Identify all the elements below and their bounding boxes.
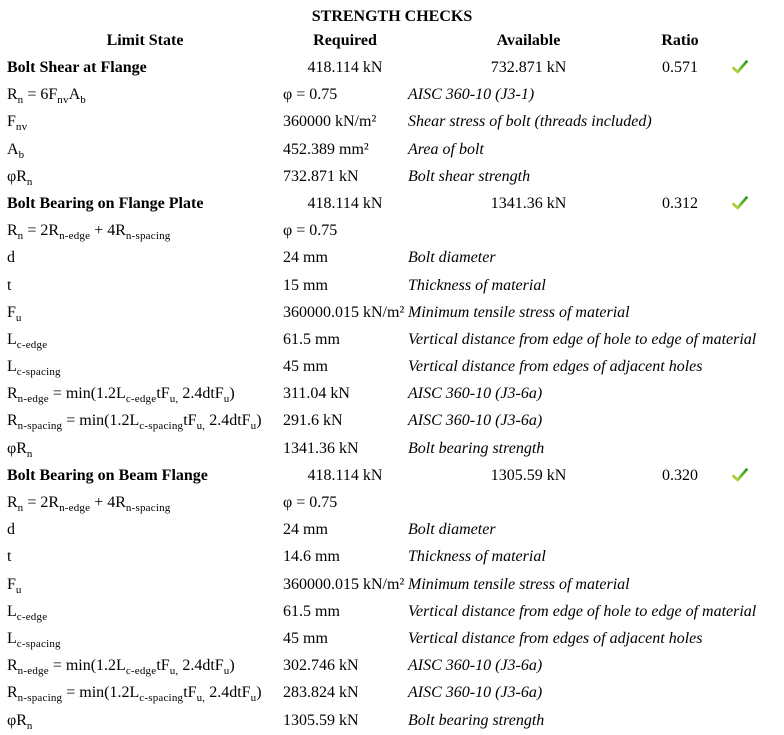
required-cell: 61.5 mm	[283, 602, 340, 620]
column-header-row	[0, 28, 784, 54]
formula-segment: u	[223, 393, 230, 406]
formula-segment: tF	[156, 657, 170, 675]
description-cell: Vertical distance from edge of hole to edge of material	[408, 330, 757, 348]
limit-state-cell	[0, 435, 283, 462]
limit-state-cell	[0, 380, 283, 407]
detail-row	[0, 489, 784, 516]
formula-segment: 2.4dtF	[205, 412, 251, 430]
limit-state-cell	[0, 598, 283, 625]
limit-state-cell	[0, 489, 283, 516]
formula-segment: = min(1.2L	[62, 684, 140, 702]
ratio-cell: 0.320	[662, 466, 698, 484]
formula-segment: c-spacing	[16, 366, 61, 379]
formula-segment: u,	[196, 692, 206, 705]
formula-segment: nv	[57, 94, 69, 107]
description-cell: Bolt bearing strength	[408, 711, 545, 729]
formula-segment: c-edge	[125, 393, 157, 406]
formula-segment: d	[7, 521, 15, 539]
header-check-spacer	[710, 28, 784, 54]
formula-segment: R	[7, 385, 18, 403]
limit-state-cell	[0, 81, 283, 108]
section-row	[0, 54, 784, 81]
detail-row	[0, 380, 784, 407]
detail-row	[0, 625, 784, 652]
description-cell: AISC 360-10 (J3-6a)	[408, 657, 543, 675]
report-title: STRENGTH CHECKS	[311, 8, 473, 25]
limit-state-cell: Bolt Bearing on Beam Flange	[7, 466, 208, 484]
detail-row	[0, 136, 784, 163]
formula-segment: n-spacing	[17, 420, 63, 433]
detail-row	[0, 217, 784, 244]
formula-segment: n-edge	[17, 665, 49, 678]
formula-segment: t	[7, 548, 12, 566]
formula-segment: u	[15, 583, 22, 596]
check-icon	[732, 60, 748, 74]
header-required: Required	[313, 32, 377, 49]
header-ratio: Ratio	[661, 32, 699, 49]
description-cell: Bolt diameter	[408, 521, 496, 539]
description-cell: AISC 360-10 (J3-1)	[408, 86, 535, 104]
description-cell: AISC 360-10 (J3-6a)	[408, 684, 543, 702]
formula-segment: R	[7, 684, 18, 702]
check-icon	[732, 468, 748, 482]
limit-state-cell	[0, 299, 283, 326]
formula-segment: L	[7, 629, 17, 647]
required-cell: 14.6 mm	[283, 548, 340, 566]
description-cell: AISC 360-10 (J3-6a)	[408, 385, 543, 403]
formula-segment: )	[229, 657, 235, 675]
formula-segment: b	[80, 94, 86, 107]
formula-segment: nv	[15, 121, 28, 134]
detail-row	[0, 516, 784, 543]
formula-segment: n	[17, 230, 24, 243]
check-cell	[710, 462, 784, 489]
required-cell: 732.871 kN	[283, 167, 359, 185]
required-cell: 452.389 mm²	[283, 140, 369, 158]
check-cell	[710, 190, 784, 217]
description-cell: Vertical distance from edges of adjacent holes	[408, 358, 703, 376]
available-cell: 1341.36 kN	[490, 194, 567, 212]
formula-segment: c-edge	[16, 338, 48, 351]
formula-segment: R	[7, 657, 18, 675]
formula-segment: u	[250, 692, 257, 705]
formula-segment: φR	[7, 711, 27, 729]
formula-segment: u,	[169, 393, 179, 406]
detail-row	[0, 679, 784, 706]
limit-state-cell	[0, 244, 283, 271]
formula-segment: = min(1.2L	[48, 385, 126, 403]
formula-segment: tF	[183, 684, 197, 702]
limit-state-cell	[0, 272, 283, 299]
limit-state-cell	[0, 625, 283, 652]
formula-segment: 2.4dtF	[205, 684, 251, 702]
formula-segment: u	[250, 420, 257, 433]
limit-state-cell: Bolt Bearing on Flange Plate	[7, 194, 204, 212]
description-cell: AISC 360-10 (J3-6a)	[408, 412, 543, 430]
formula-segment: c-edge	[125, 665, 157, 678]
detail-row	[0, 163, 784, 190]
required-cell: 418.114 kN	[307, 194, 383, 212]
required-cell: φ = 0.75	[283, 494, 338, 511]
formula-segment: + 4R	[90, 494, 126, 511]
description-cell	[407, 217, 784, 244]
description-cell: Bolt bearing strength	[408, 439, 545, 457]
detail-row	[0, 299, 784, 326]
limit-state-cell	[0, 326, 283, 353]
formula-segment: t	[7, 276, 12, 294]
formula-segment: φR	[7, 439, 27, 457]
required-cell: 360000 kN/m²	[283, 113, 377, 131]
detail-row	[0, 598, 784, 625]
detail-row	[0, 652, 784, 679]
formula-segment: u	[223, 665, 230, 678]
formula-segment: 2.4dtF	[178, 385, 224, 403]
required-cell: 61.5 mm	[283, 330, 340, 348]
limit-state-cell	[0, 679, 283, 706]
formula-segment: n-edge	[59, 502, 91, 514]
formula-segment: c-spacing	[139, 692, 184, 705]
required-cell: 45 mm	[283, 358, 328, 376]
formula-segment: L	[7, 602, 17, 620]
limit-state-cell	[0, 163, 283, 190]
formula-segment: = 6F	[23, 86, 58, 104]
formula-segment: = 2R	[23, 494, 60, 511]
limit-state-cell	[0, 543, 283, 570]
required-cell: 24 mm	[283, 521, 328, 539]
description-cell: Minimum tensile stress of material	[408, 575, 630, 593]
formula-segment: n-spacing	[17, 692, 63, 705]
header-available: Available	[496, 32, 561, 49]
section-row	[0, 462, 784, 489]
formula-segment: n-spacing	[125, 230, 171, 243]
formula-segment: u,	[196, 420, 206, 433]
detail-row	[0, 81, 784, 108]
formula-segment: n	[26, 447, 33, 460]
limit-state-cell: Bolt Shear at Flange	[7, 59, 147, 76]
formula-segment: L	[7, 358, 17, 376]
ratio-cell: 0.312	[662, 194, 698, 212]
formula-segment: F	[7, 113, 16, 131]
required-cell: 24 mm	[283, 249, 328, 267]
formula-segment: R	[7, 222, 18, 240]
description-cell: Thickness of material	[408, 548, 546, 566]
formula-segment: R	[7, 412, 18, 430]
formula-segment: φR	[7, 167, 27, 185]
required-cell: 418.114 kN	[307, 59, 383, 76]
formula-segment: c-edge	[16, 610, 48, 623]
formula-segment: tF	[156, 385, 170, 403]
detail-row	[0, 407, 784, 434]
formula-segment: 2.4dtF	[178, 657, 224, 675]
formula-segment: n-edge	[59, 230, 91, 243]
limit-state-cell	[0, 707, 283, 734]
limit-state-cell	[0, 217, 283, 244]
description-cell	[407, 489, 784, 516]
description-cell: Bolt shear strength	[408, 167, 531, 185]
limit-state-cell	[0, 516, 283, 543]
required-cell: 45 mm	[283, 629, 328, 647]
required-cell: 283.824 kN	[283, 684, 359, 702]
description-cell: Minimum tensile stress of material	[408, 303, 630, 321]
formula-segment: n	[17, 502, 24, 514]
required-cell: 302.746 kN	[283, 657, 359, 675]
formula-segment: R	[7, 86, 18, 104]
header-limit-state: Limit State	[106, 32, 184, 49]
required-cell: 291.6 kN	[283, 412, 343, 430]
check-icon	[732, 196, 748, 210]
limit-state-cell	[0, 407, 283, 434]
required-cell: 418.114 kN	[307, 466, 383, 484]
required-cell: 1305.59 kN	[283, 711, 359, 729]
required-cell: 15 mm	[283, 276, 328, 294]
limit-state-cell	[0, 136, 283, 163]
formula-segment: n	[26, 719, 33, 732]
required-cell: φ = 0.75	[283, 86, 338, 104]
required-cell: 1341.36 kN	[283, 439, 359, 457]
description-cell: Vertical distance from edge of hole to edge of material	[408, 602, 757, 620]
limit-state-cell	[0, 108, 283, 135]
formula-segment: )	[256, 412, 262, 430]
detail-row	[0, 571, 784, 598]
description-cell: Vertical distance from edges of adjacent holes	[408, 629, 703, 647]
formula-segment: b	[18, 148, 25, 161]
formula-segment: = min(1.2L	[62, 412, 140, 430]
detail-row	[0, 244, 784, 271]
required-cell: 360000.015 kN/m²	[283, 303, 405, 321]
required-cell: φ = 0.75	[283, 222, 338, 240]
detail-row	[0, 326, 784, 353]
formula-segment: tF	[183, 412, 197, 430]
formula-segment: = 2R	[23, 222, 60, 240]
required-cell: 311.04 kN	[283, 385, 350, 403]
check-cell	[710, 54, 784, 81]
limit-state-cell	[0, 571, 283, 598]
description-cell: Area of bolt	[408, 140, 484, 158]
formula-segment: c-spacing	[139, 420, 184, 433]
available-cell: 1305.59 kN	[490, 466, 567, 484]
formula-segment: n-spacing	[125, 502, 171, 514]
formula-segment: n-edge	[17, 393, 49, 406]
formula-segment: )	[229, 385, 235, 403]
formula-segment: )	[256, 684, 262, 702]
section-row	[0, 190, 784, 217]
description-cell: Thickness of material	[408, 276, 546, 294]
formula-segment: L	[7, 330, 17, 348]
detail-row	[0, 543, 784, 570]
formula-segment: u,	[169, 665, 179, 678]
detail-row	[0, 108, 784, 135]
formula-segment: R	[7, 494, 18, 511]
detail-row	[0, 353, 784, 380]
description-cell: Bolt diameter	[408, 249, 496, 267]
formula-segment: n	[26, 175, 33, 188]
limit-state-cell	[0, 652, 283, 679]
formula-segment: d	[7, 249, 15, 267]
detail-row	[0, 707, 784, 734]
limit-state-cell	[0, 353, 283, 380]
description-cell: Shear stress of bolt (threads included)	[408, 113, 652, 131]
detail-row	[0, 272, 784, 299]
required-cell: 360000.015 kN/m²	[283, 575, 405, 593]
ratio-cell: 0.571	[662, 59, 698, 76]
available-cell: 732.871 kN	[490, 59, 567, 76]
rows-container	[0, 54, 784, 734]
formula-segment: n	[17, 94, 24, 107]
formula-segment: F	[7, 575, 16, 593]
formula-segment: + 4R	[90, 222, 126, 240]
formula-segment: = min(1.2L	[48, 657, 126, 675]
formula-segment: A	[7, 140, 19, 158]
formula-segment: F	[7, 303, 16, 321]
formula-segment: A	[68, 86, 81, 104]
formula-segment: c-spacing	[16, 637, 61, 650]
detail-row	[0, 435, 784, 462]
formula-segment: u	[15, 311, 22, 324]
